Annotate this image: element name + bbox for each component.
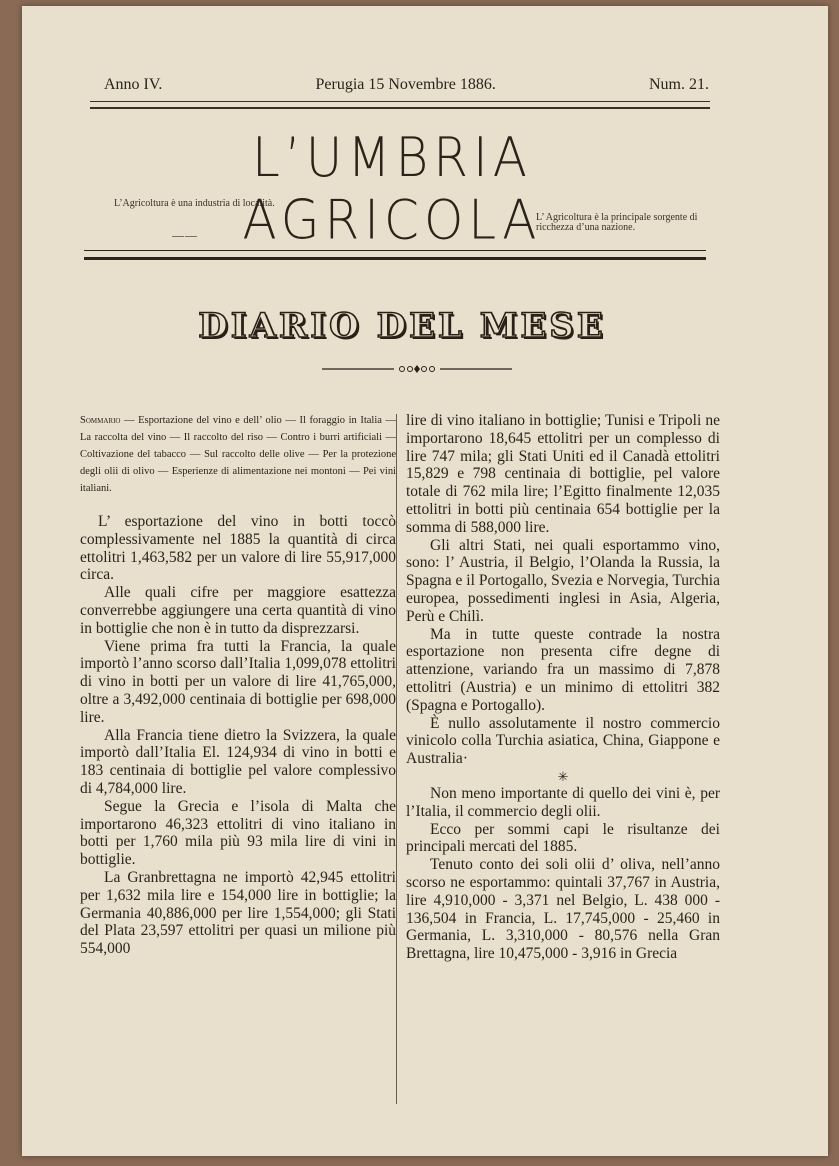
- right-paragraph-5: Non meno importante di quello dei vini è, per l’Italia, il commercio degli olii.: [406, 784, 720, 820]
- right-paragraph-1: lire di vino italiano in bottiglie; Tunisi e Tripoli ne importarono 18,645 ettolitri per un complesso di lire 747 mila; gli Stati Uniti ed il Canadà ettolitri 15,829 e 798 centinaia di bottiglie, pel valore totale di 762 mila lire; l’Egitto finalmente 12,035 ettolitri in botti più centinaia 654 bottiglie per la somma di 588,000 lire.: [406, 412, 720, 536]
- summary-block: [80, 412, 396, 497]
- motto-left-dash: ——: [172, 228, 198, 242]
- left-paragraph-2: Alle quali cifre per maggiore esattezza converrebbe aggiungere una certa quantità di vino in bottiglie che non è in tutto da disprezzarsi.: [80, 584, 396, 637]
- motto-right: L’ Agricoltura è la principale sorgente di ricchezza d’una nazione.: [536, 212, 698, 233]
- bottom-double-rule: [84, 250, 706, 260]
- right-paragraph-4: È nullo assolutamente il nostro commercio vinicolo colla Turchia asiatica, China, Giappone e Australia·: [406, 714, 720, 768]
- newspaper-page: [22, 6, 828, 1156]
- right-paragraph-2: Gli altri Stati, nei quali esportammo vino, sono: l’ Austria, il Belgio, l’Olanda la Russia, la Spagna e il Portogallo, Svezia e Norvegia, Turchia europea, possedimenti inglesi in Asia, Algeria, Perù e Chilì.: [406, 536, 720, 625]
- volume-label: Anno IV.: [104, 76, 163, 93]
- issue-number: Num. 21.: [649, 76, 709, 93]
- masthead-info-line: [104, 76, 709, 94]
- newspaper-title: L’UMBRIA AGRICOLA: [242, 126, 542, 252]
- dateline: Perugia 15 Novembre 1886.: [315, 76, 496, 93]
- left-paragraph-3: Viene prima fra tutti la Francia, la quale importò l’anno scorso dall’Italia 1,099,078 ettolitri di vino in botti per un valore di lire 41,765,000, oltre a 3,492,000 centinaia di bottiglie per 698,000 lire.: [80, 637, 396, 726]
- motto-left: L’Agricoltura è una industria di località.: [114, 198, 275, 209]
- section-separator-icon: ✳: [557, 768, 569, 784]
- top-double-rule: [90, 101, 710, 109]
- right-paragraph-7: Tenuto conto dei soli olii d’ oliva, nell’anno scorso ne esportammo: quintali 37,767 in Austria, lire 4,910,000 - 3,371 nel Belgio, L. 438 000 - 136,504 in Francia, L. 17,745,000 - 25,460 in Germania, L. 3,310,000 - 80,576 nella Gran Brettagna, lire 10,475,000 - 3,916 in Grecia: [406, 856, 720, 963]
- left-paragraph-4: Alla Francia tiene dietro la Svizzera, la quale importò dall’Italia El. 124,934 di vino in botti e 183 centinaia di bottiglie pel valore complessivo di 4,784,000 lire.: [80, 726, 396, 797]
- right-paragraph-3: Ma in tutte queste contrade la nostra esportazione non presenta cifre degne di attenzione, variando fra un massimo di 7,878 ettolitri (Austria) e un minimo di ettolitri 382 (Spagna e Portogallo).: [406, 625, 720, 714]
- right-paragraph-6: Ecco per sommi capi le risultanze dei principali mercati del 1885.: [406, 820, 720, 856]
- right-column: [406, 412, 720, 963]
- left-paragraph-6: La Granbrettagna ne importò 42,945 ettolitri per 1,632 mila lire e 154,000 lire in bottiglie; la Germania 40,886,000 per lire 1,554,000; gli Stati del Plata 23,597 ettolitri per quasi un milione più 554,000: [80, 868, 396, 958]
- section-title: DIARIO DEL MESE: [198, 306, 606, 346]
- ornament-divider-icon: [322, 362, 512, 376]
- column-divider: [396, 414, 397, 1104]
- motto-right-dash: ——: [596, 242, 622, 256]
- left-paragraph-1: L’ esportazione del vino in botti toccò complessivamente nel 1885 la quantità di circa ettolitri 1,463,582 per un valore di lire 55,917,000 circa.: [80, 513, 396, 584]
- left-column: [80, 412, 396, 958]
- left-paragraph-5: Segue la Grecia e l’isola di Malta che importarono 46,323 ettolitri di vino italiano in botti per 1,760 mila più 93 mila lire di vini in bottiglie.: [80, 797, 396, 869]
- summary-text: — Esportazione del vino e dell’ olio — Il foraggio in Italia — La raccolta del vino — Il raccolto del riso — Contro i burri artificiali — Coltivazione del tabacco — Sul raccolto delle olive — Per la protezione degli olii di olivo — Esperienze di alimentazione nei montoni — Pei vini italiani.: [80, 415, 396, 494]
- summary-label: Sommario: [80, 415, 121, 426]
